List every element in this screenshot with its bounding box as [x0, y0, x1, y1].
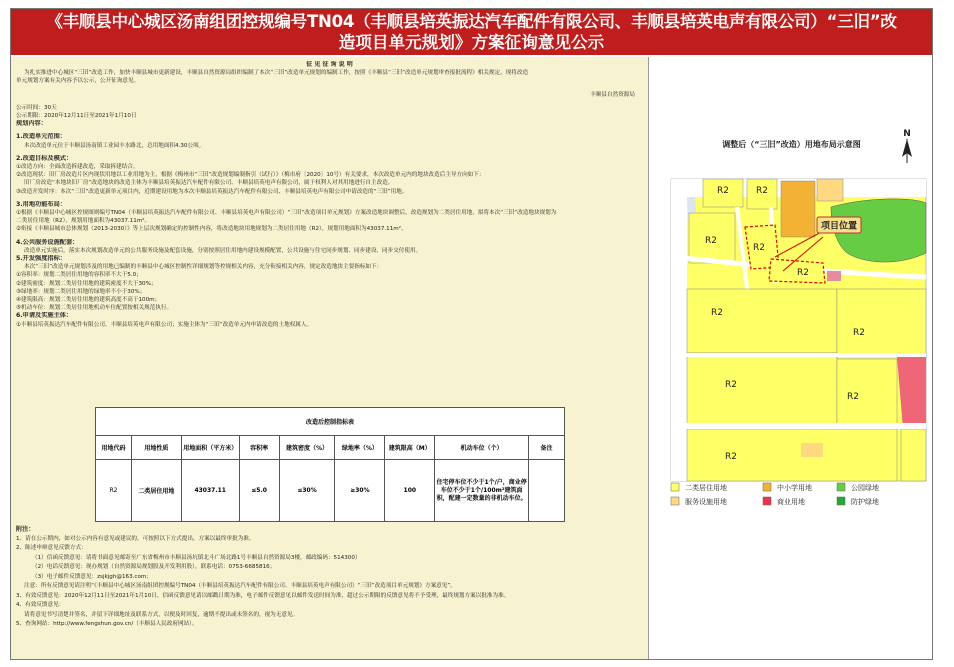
note-2: 2、陈述申辩意见反馈方式：	[16, 545, 87, 551]
table-header: 用地面积（平方米）	[181, 436, 239, 460]
table-caption: 改造后控制指标表	[96, 408, 565, 436]
legend-item: 公园绿地	[851, 484, 879, 492]
cell-code: R2	[96, 460, 132, 522]
legend-item: 防护绿地	[851, 498, 879, 506]
note-2b: （2）电话反馈意见：现办规划（自然资源局规划股及开发利用股），联系电话：0753-6685816；	[32, 564, 276, 570]
parcel-label: R2	[705, 236, 717, 246]
cell-area: 43037.11	[181, 460, 239, 522]
legend-item: 中小学用地	[777, 484, 812, 492]
section-3-title: 3.用地功能布局：	[16, 200, 66, 208]
parcel-label: R2	[847, 392, 859, 402]
notice-board	[10, 8, 933, 660]
table-header: 建筑限高（M）	[385, 436, 435, 460]
section-2-title: 2.改造目标及模式：	[16, 154, 73, 162]
note-1: 1、请在公示期内，如对公示内容有意见或建议的，可按照以下方式提出，方案以最终审批为准。	[16, 535, 255, 542]
section-2-text-d: ③改造开发时序：本次“三旧”改造更新单元项目内，近期建设用地为本次丰顺县培英振达汽车配件有限公司、丰顺县培英电声有限公司申请改造的“三旧”用地。	[16, 188, 408, 195]
intro-line-1: 为扎实推进中心城区“三旧”改造工作，加快丰顺县城市更新建设，丰顺县自然资源局组织编制了本次“三旧”改造单元规划的编制工作，按照《丰顺县“三旧”改造单元规划审查报批流程》相关规定，现将改造	[24, 70, 529, 77]
table-row	[96, 460, 565, 522]
parcel-label: R2	[725, 452, 737, 462]
issuing-organization: 丰顺县自然资源局	[590, 91, 635, 98]
parcel-label: R2	[756, 186, 768, 196]
note-2d: 注意：所有反馈意见请注明“《丰顺县中心城区汤南组团控规编号TN04（丰顺县培英振达汽车配件有限公司、丰顺县培英电声有限公司）“三旧”改造项目单元规划》方案意见”。	[24, 583, 456, 589]
notice-heading: 征 见 征 询 说 明	[306, 61, 353, 68]
indicator-parking: ⑤机动车位：规划二类居住用地机动车位配置按相关规范执行。	[16, 305, 173, 312]
table-header: 用地性质	[131, 436, 181, 460]
cell-height: 100	[385, 460, 435, 522]
note-3: 3、有效反馈意见：2020年12月11日至2021年1月10日，信函反馈意见请以邮戳日期为准，电子邮件反馈意见以邮件发送时间为准，超过公示期限的反馈意见将不予受理，最终规划方案以批准为准。	[16, 592, 510, 599]
notes-title: 附注：	[16, 526, 35, 533]
section-2-text-a: ①改造方向：全面改造拆建改造，采取拆建结合。	[16, 164, 139, 171]
indicator-density: ②建筑密度：规划二类居住用地的建筑密度不大于30%；	[16, 280, 157, 287]
indicator-table	[95, 407, 565, 522]
title-line-1: 《丰顺县中心城区汤南组团控规编号TN04（丰顺县培英振达汽车配件有限公司、丰顺县培英电声有限公司）“三旧”改	[46, 12, 897, 31]
cell-density: ≤30%	[279, 460, 335, 522]
parcel-label: R2	[711, 308, 723, 318]
notice-dates: 公示期限：2020年12月11日至2021年1月10日	[16, 113, 137, 120]
notice-text-panel	[11, 57, 649, 659]
parcel-label: R2	[797, 268, 809, 278]
note-4a: 请将意见书写清楚并签名，并留下详细地址及联系方式，以便及时回复，逾期不提出或未签名的，视为无意见。	[24, 611, 299, 618]
table-header: 容积率	[239, 436, 279, 460]
indicator-far: ①容积率：规划二类居住用地的容积率不大于5.0；	[16, 272, 142, 279]
site-label: 项目位置	[820, 221, 858, 232]
section-5-title: 5.开发强度指标：	[16, 255, 66, 263]
section-6-title: 6.申请及实施主体：	[16, 312, 73, 320]
parcel-label: R2	[853, 328, 865, 338]
north-arrow-icon	[902, 139, 912, 163]
map-title: 调整后（“三旧”改造）用地布局示意图	[722, 140, 861, 149]
section-6-text: ①丰顺县培英振达汽车配件有限公司、丰顺县培英电声有限公司；实施主体为“三旧”改造单元内申请改造的土地权属人。	[16, 321, 313, 328]
legend-item: 商业用地	[777, 498, 805, 506]
table-header: 建筑密度（%）	[279, 436, 335, 460]
cell-note	[529, 460, 565, 522]
cell-green: ≥30%	[335, 460, 385, 522]
title-line-2: 造项目单元规划》方案征询意见公示	[338, 33, 605, 52]
title-banner	[11, 9, 932, 55]
land-use-map	[651, 57, 932, 659]
parcel-label: R2	[725, 380, 737, 390]
cell-type: 二类居住用地	[131, 460, 181, 522]
map-legend	[671, 483, 879, 506]
note-4: 4、有效反馈意见：	[16, 602, 65, 608]
section-2-text-c: 旧厂房改造“本地块旧厂房”改造地块的改造主体为丰顺县培英振达汽车配件有限公司、丰顺县培英电声有限公司，属于权利人对其用地进行自主改造。	[24, 180, 394, 187]
parcel-label: R2	[753, 243, 765, 253]
cell-far: ≤5.0	[239, 460, 279, 522]
legend-item: 二类居住用地	[685, 484, 727, 492]
content-heading: 规划内容：	[16, 120, 47, 128]
section-1-text: 本次改造单元位于丰顺县汤南镇工业园丰水路北，总用地面积4.30公顷。	[24, 142, 205, 149]
map-area	[671, 179, 926, 481]
notice-period: 公示时间：30天	[16, 104, 57, 111]
note-5: 5、查询网站：http://www.fengshun.gov.cn/（丰顺县人民政府网站）。	[16, 621, 198, 627]
section-3-text-c: ②衔接《丰顺县城市总体规划（2013-2030）》等上层次规划确定的控制性内容，将改造地块用地规划为二类居住用地（R2），规划用地面积为43037.11m²。	[16, 226, 407, 233]
section-1-title: 1.改造单元范围：	[16, 133, 66, 141]
section-3-text-a: ①根据《丰顺县中心城区控规图则编号TN04（丰顺县培英振达汽车配件有限公司、丰顺县培英电声有限公司）“三旧”改造项目单元规划》方案改造地块调整后，改造规划为二类居住用地，拟将本次“三旧”改造地块规划为	[16, 210, 557, 217]
table-header: 用地代码	[96, 436, 132, 460]
note-2a: （1）信函反馈意见：请将书面意见邮寄至广东省梅州市丰顺县汤坑镇北斗广场北路1号丰顺县自然资源局3楼，邮政编码：514300）	[32, 554, 361, 561]
note-2c: （3）电子邮件反馈意见：zsjkjgh@163.com；	[32, 573, 152, 580]
north-label: N	[903, 129, 911, 139]
intro-line-2: 单元规划方案有关内容予以公示，公开征询意见。	[16, 78, 140, 85]
table-header: 绿地率（%）	[335, 436, 385, 460]
section-2-text-b: ②改造现状：旧厂房改造片区内现状用地以工业用地为主，根据《梅州市“三旧”改造规划编制指引（试行）》（梅市府〔2020〕10号）有关要求，本次改造单元内的地块改造后主导方向如下：	[16, 172, 485, 179]
table-header: 机动车位（个）	[435, 436, 529, 460]
map-panel	[651, 57, 932, 659]
cell-parking: 住宅停车位不少于1个/户，商业停车位不少于1个/100m²建筑面积，配建一定数量的非机动车位。	[435, 460, 529, 522]
indicator-green: ③绿地率：规划二类居住用地的绿地率不小于30%；	[16, 288, 146, 295]
parcel-label: R2	[717, 186, 729, 196]
legend-item: 服务设施用地	[685, 498, 727, 506]
section-4-title: 4.公共服务设施配套：	[16, 238, 79, 246]
indicator-height: ④建筑限高：规划二类居住用地的建筑高度不高于100m；	[16, 297, 161, 304]
section-5-text: 本次“三旧”改造单元规划涉及的用地已编制的丰顺县中心城区控制性详细规划等控规相关内容，充分衔接相关内容，规定改造地块主要指标如下：	[24, 264, 383, 271]
table-header: 备注	[529, 436, 565, 460]
notes-block	[16, 525, 644, 630]
section-4-text: 改造单元实施后，落实本次规划改造单元的公共服务设施及配套设施，分别按照居住用地内建设规模配置，公共设施与住宅同步规划、同步建设、同步交付使用。	[24, 247, 422, 254]
section-3-text-b: 二类居住用地（R2），规划用地面积为43037.11m²。	[16, 218, 151, 225]
